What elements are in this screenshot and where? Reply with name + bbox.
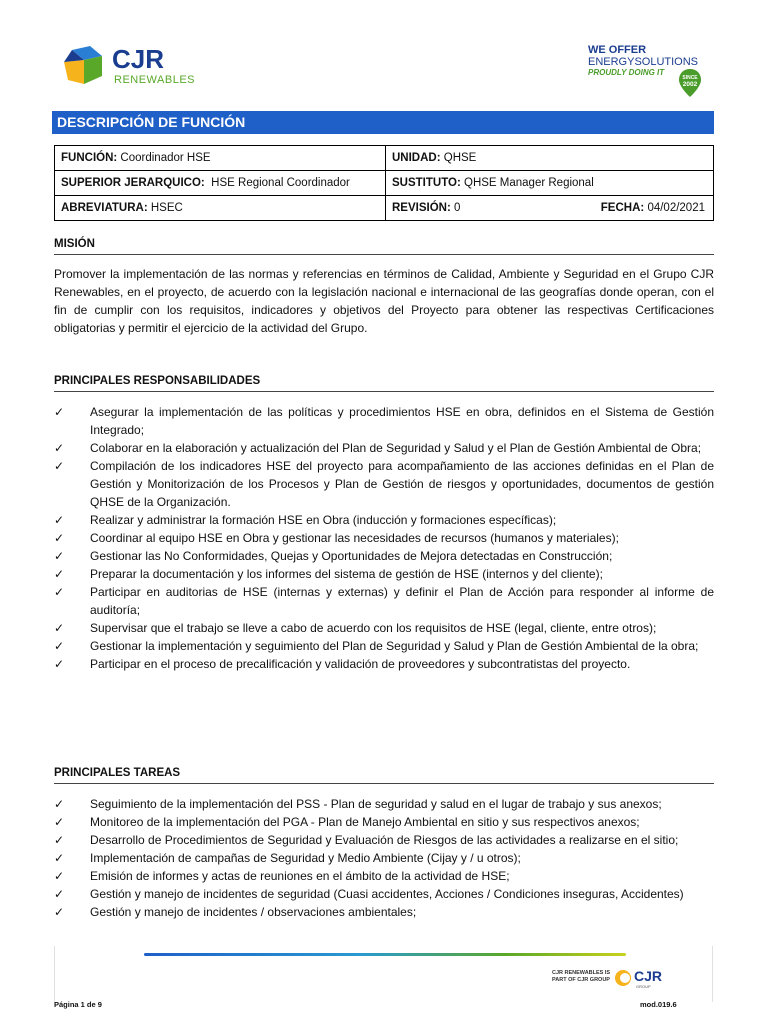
list-item: ✓ Desarrollo de Procedimientos de Seguridad y Evaluación de Riesgos de las actividades a realizarse en el sitio; xyxy=(54,833,679,847)
list-item: ✓ Supervisar que el trabajo se lleve a cabo de acuerdo con los requisitos de HSE (legal, cliente, entre otros); xyxy=(54,621,657,635)
tareas-list xyxy=(54,795,714,921)
list-item: ✓ Gestionar las No Conformidades, Quejas y Oportunidades de Mejora detectadas en Construcción; xyxy=(54,549,613,563)
check-icon: ✓ xyxy=(54,869,65,883)
check-icon: ✓ xyxy=(54,459,65,473)
list-item: ✓ Participar en el proceso de precalificación y validación de proveedores y subcontratistas del proyecto. xyxy=(54,657,631,671)
sustituto-cell: SUSTITUTO: QHSE Manager Regional xyxy=(386,171,714,196)
check-icon: ✓ xyxy=(54,405,65,419)
cube-logo-icon xyxy=(60,44,106,90)
list-item: ✓ Coordinar al equipo HSE en Obra y gestionar las necesidades de recursos (humanos y materiales); xyxy=(54,531,619,545)
form-code: mod.019.6 xyxy=(640,1000,677,1009)
list-item: ✓ Participar en auditorias de HSE (internas y externas) y definir el Plan de Acción para responder al informe de auditoría; xyxy=(54,585,714,617)
cjr-renewables-logo xyxy=(60,44,210,92)
superior-cell: SUPERIOR JERARQUICO: HSE Regional Coordinador xyxy=(55,171,386,196)
check-icon: ✓ xyxy=(54,797,65,811)
list-item: ✓ Monitoreo de la implementación del PGA - Plan de Manejo Ambiental en sitio y sus respectivos anexos; xyxy=(54,815,640,829)
check-icon: ✓ xyxy=(54,531,65,545)
group-brand: CJR xyxy=(634,968,663,984)
brand-name: CJR xyxy=(112,44,165,74)
responsabilidades-list xyxy=(54,403,714,673)
tagline-line3: PROUDLY DOING IT xyxy=(588,68,665,77)
check-icon: ✓ xyxy=(54,887,65,901)
check-icon: ✓ xyxy=(54,657,65,671)
list-item: ✓ Seguimiento de la implementación del PSS - Plan de seguridad y salud en el lugar de trabajo y sus anexos; xyxy=(54,797,662,811)
group-label: GROUP xyxy=(636,984,651,989)
check-icon: ✓ xyxy=(54,513,65,527)
tagline-line2: ENERGYSOLUTIONS xyxy=(588,56,699,68)
unidad-cell: UNIDAD: QHSE xyxy=(386,146,714,171)
since-badge-text: SINCE 2002 xyxy=(682,75,698,88)
abreviatura-cell: ABREVIATURA: HSEC xyxy=(55,196,386,221)
document-title: DESCRIPCIÓN DE FUNCIÓN xyxy=(52,111,714,134)
tareas-title: PRINCIPALES TAREAS xyxy=(54,767,714,784)
list-item: ✓ Gestionar la implementación y seguimiento del Plan de Seguridad y Salud y Plan de Gestión Ambiental de la obra; xyxy=(54,639,699,653)
list-item: ✓ Preparar la documentación y los informes del sistema de gestión de HSE (internos y del cliente); xyxy=(54,567,603,581)
list-item: ✓ Gestión y manejo de incidentes de seguridad (Cuasi accidentes, Acciones / Condiciones inseguras, Accidentes) xyxy=(54,887,684,901)
footer-divider-right xyxy=(712,946,713,1002)
check-icon: ✓ xyxy=(54,441,65,455)
responsabilidades-title: PRINCIPALES RESPONSABILIDADES xyxy=(54,375,714,392)
energy-solutions-logo xyxy=(588,44,708,102)
check-icon: ✓ xyxy=(54,833,65,847)
brand-sub: RENEWABLES xyxy=(114,74,196,86)
list-item: ✓ Compilación de los indicadores HSE del proyecto para acompañamiento de las acciones definidas en el Plan de Gestión y Monitorización de los Procesos y Plan de Gestión de riesgos y oportunidades, documentos de gestión QHSE de la Organización. xyxy=(54,459,714,509)
check-icon: ✓ xyxy=(54,639,65,653)
footer-gradient-bar xyxy=(144,953,626,956)
group-text: CJR RENEWABLES IS PART OF CJR GROUP xyxy=(552,970,611,983)
funcion-cell: FUNCIÓN: Coordinador HSE xyxy=(55,146,386,171)
table-row xyxy=(55,146,714,171)
group-cube-icon xyxy=(614,969,632,987)
mision-title: MISIÓN xyxy=(54,238,714,255)
list-item: ✓ Realizar y administrar la formación HSE en Obra (inducción y formaciones específicas); xyxy=(54,513,557,527)
check-icon: ✓ xyxy=(54,815,65,829)
list-item: ✓ Colaborar en la elaboración y actualización del Plan de Seguridad y Salud y el Plan de Gestión Ambiental de Obra; xyxy=(54,441,702,455)
list-item: ✓ Implementación de campañas de Seguridad y Medio Ambiente (Cijay y / u otros); xyxy=(54,851,521,865)
cjr-group-logo xyxy=(552,968,662,990)
footer-divider-left xyxy=(54,946,55,1002)
check-icon: ✓ xyxy=(54,549,65,563)
list-item: ✓ Gestión y manejo de incidentes / observaciones ambientales; xyxy=(54,905,417,919)
check-icon: ✓ xyxy=(54,851,65,865)
table-row xyxy=(55,196,714,221)
mision-text: Promover la implementación de las normas y referencias en términos de Calidad, Ambiente y Seguridad en el Grupo CJR Renewables, en el proyecto, de acuerdo con la legislación nacional e internacional de las geografías donde operan, con el fin de cumplir con los requisitos, indicadores y objetivos del Proyecto para obtener las respectivas Certificaciones obligatorias y permitir el ejercicio de la actividad del Grupo. xyxy=(54,267,714,335)
check-icon: ✓ xyxy=(54,621,65,635)
table-row xyxy=(55,171,714,196)
page-number: Página 1 de 9 xyxy=(54,1000,102,1009)
list-item: ✓ Asegurar la implementación de las políticas y procedimientos HSE en obra, definidos en el Sistema de Gestión Integrado; xyxy=(54,405,714,437)
check-icon: ✓ xyxy=(54,585,65,599)
list-item: ✓ Emisión de informes y actas de reuniones en el ámbito de la actividad de HSE; xyxy=(54,869,510,883)
revision-fecha-cell: REVISIÓN: 0 FECHA: 04/02/2021 xyxy=(386,196,714,221)
info-table xyxy=(54,145,714,221)
check-icon: ✓ xyxy=(54,567,65,581)
tagline-line1: WE OFFER xyxy=(588,44,647,56)
check-icon: ✓ xyxy=(54,905,65,919)
